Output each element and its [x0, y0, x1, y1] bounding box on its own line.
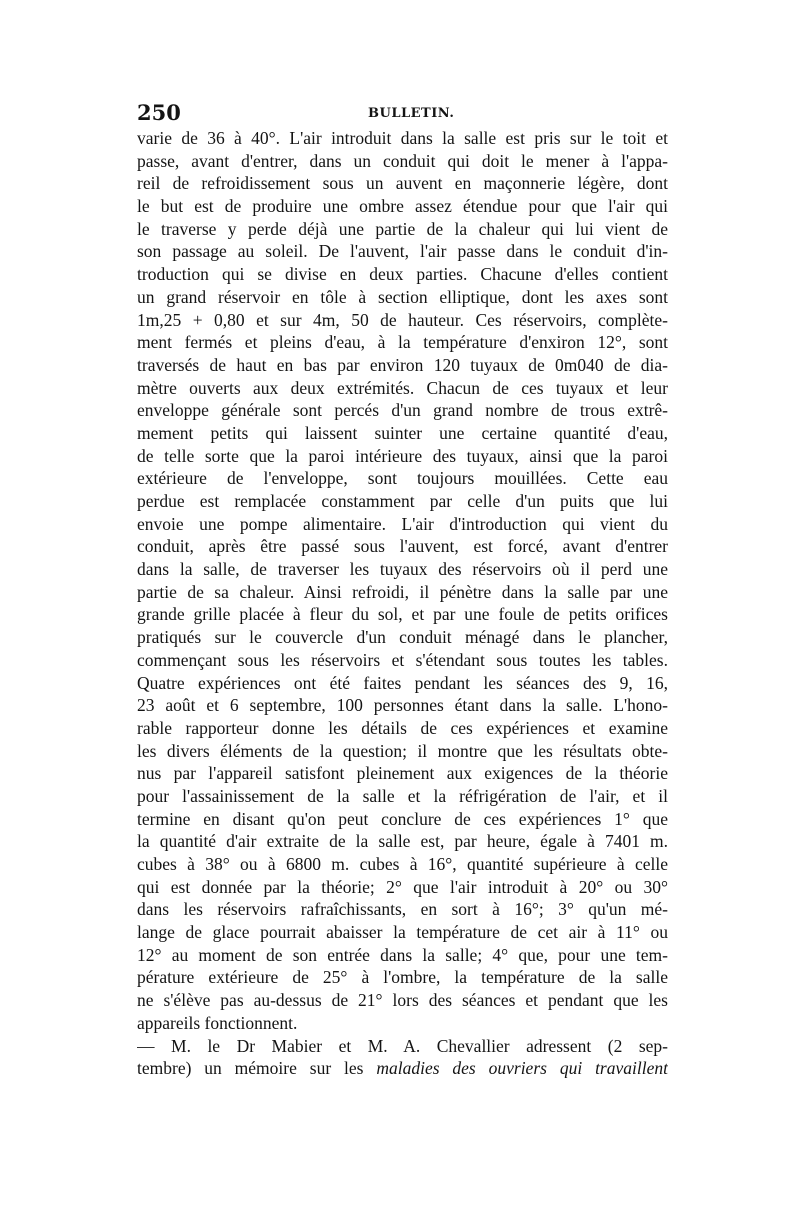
text-line: 1m,25 + 0,80 et sur 4m, 50 de hauteur. Ces réservoirs, complète-	[137, 309, 668, 330]
page-number: 250	[137, 100, 181, 125]
text-line: un grand réservoir en tôle à section elliptique, dont les axes sont	[137, 286, 668, 307]
text-line: rable rapporteur donne les détails de ces expériences et examine	[137, 717, 668, 738]
text-line: mement petits qui laissent suinter une certaine quantité d'eau,	[137, 422, 668, 443]
text-line: le traverse y perde déjà une partie de la chaleur qui lui vient de	[137, 218, 668, 239]
text-line: ne s'élève pas au-dessus de 21° lors des séances et pendant que les	[137, 990, 668, 1011]
text-line: 12° au moment de son entrée dans la salle; 4° que, pour une tem-	[137, 944, 668, 965]
text-line: le but est de produire une ombre assez étendue pour que l'air qui	[137, 196, 668, 217]
text-line: termine en disant qu'on peut conclure de ces expériences 1° que	[137, 808, 668, 829]
text-line: enveloppe générale sont percés d'un grand nombre de trous extrê-	[137, 400, 668, 421]
text-line: varie de 36 à 40°. L'air introduit dans la salle est pris sur le toit et	[137, 128, 668, 148]
page-header	[137, 100, 671, 126]
text-line: reil de refroidissement sous un auvent en maçonnerie légère, dont	[137, 173, 668, 194]
text-line: dans la salle, de traverser les tuyaux des réservoirs où il perd une	[137, 559, 668, 580]
text-line: ment fermés et pleins d'eau, à la température d'enxiron 12°, sont	[137, 332, 668, 353]
text-line: qui est donnée par la théorie; 2° que l'air introduit à 20° ou 30°	[137, 876, 668, 897]
text-line: lange de glace pourrait abaisser la température de cet air à 11° ou	[137, 922, 668, 943]
text-line: les divers éléments de la question; il montre que les résultats obte-	[137, 740, 668, 761]
text-line: grande grille placée à fleur du sol, et par une foule de petits orifices	[137, 604, 668, 625]
final-line-plain: tembre) un mémoire sur les	[137, 1058, 377, 1079]
text-line: mètre ouverts aux deux extrémités. Chacun de ces tuyaux et leur	[137, 377, 668, 398]
final-text-line	[137, 1057, 668, 1080]
text-line: dans les réservoirs rafraîchissants, en sort à 16°; 3° qu'un mé-	[137, 899, 668, 920]
text-line: 23 août et 6 septembre, 100 personnes étant dans la salle. L'hono-	[137, 695, 668, 716]
text-line: conduit, après être passé sous l'auvent, est forcé, avant d'entrer	[137, 536, 668, 557]
final-line-italic: maladies des ouvriers qui travaillent	[376, 1058, 668, 1079]
text-line: envoie une pompe alimentaire. L'air d'introduction qui vient du	[137, 513, 668, 534]
text-line: nus par l'appareil satisfont pleinement aux exigences de la théorie	[137, 763, 668, 784]
text-line: pérature extérieure de 25° à l'ombre, la température de la salle	[137, 967, 668, 988]
text-line: perdue est remplacée constamment par celle d'un puits que lui	[137, 491, 668, 511]
text-line: traversés de haut en bas par environ 120 tuyaux de 0m040 de dia-	[137, 354, 668, 375]
text-line: partie de sa chaleur. Ainsi refroidi, il pénètre dans la salle par une	[137, 581, 668, 602]
text-line: troduction qui se divise en deux parties. Chacune d'elles contient	[137, 264, 668, 285]
text-line: pour l'assainissement de la salle et la réfrigération de l'air, et il	[137, 785, 668, 806]
text-line: la quantité d'air extraite de la salle est, par heure, égale à 7401 m.	[137, 831, 668, 852]
body-text	[137, 127, 668, 1080]
text-line: de telle sorte que la paroi intérieure des tuyaux, ainsi que la paroi	[137, 445, 668, 466]
text-line: Quatre expériences ont été faites pendant les séances des 9, 16,	[137, 672, 668, 693]
running-head: BULLETIN.	[368, 106, 455, 121]
text-line: passe, avant d'entrer, dans un conduit qui doit le mener à l'appa-	[137, 150, 668, 171]
text-line: extérieure de l'enveloppe, sont toujours mouillées. Cette eau	[137, 468, 668, 489]
text-line: commençant sous les réservoirs et s'étendant sous toutes les tables.	[137, 649, 668, 670]
text-line: son passage au soleil. De l'auvent, l'air passe dans le conduit d'in-	[137, 241, 668, 262]
paragraph-end-line: appareils fonctionnent.	[137, 1012, 298, 1033]
text-line: pratiqués sur le couvercle d'un conduit ménagé dans le plancher,	[137, 627, 668, 648]
text-line: — M. le Dr Mabier et M. A. Chevallier adressent (2 sep-	[137, 1035, 668, 1056]
text-line: cubes à 38° ou à 6800 m. cubes à 16°, quantité supérieure à celle	[137, 854, 668, 874]
